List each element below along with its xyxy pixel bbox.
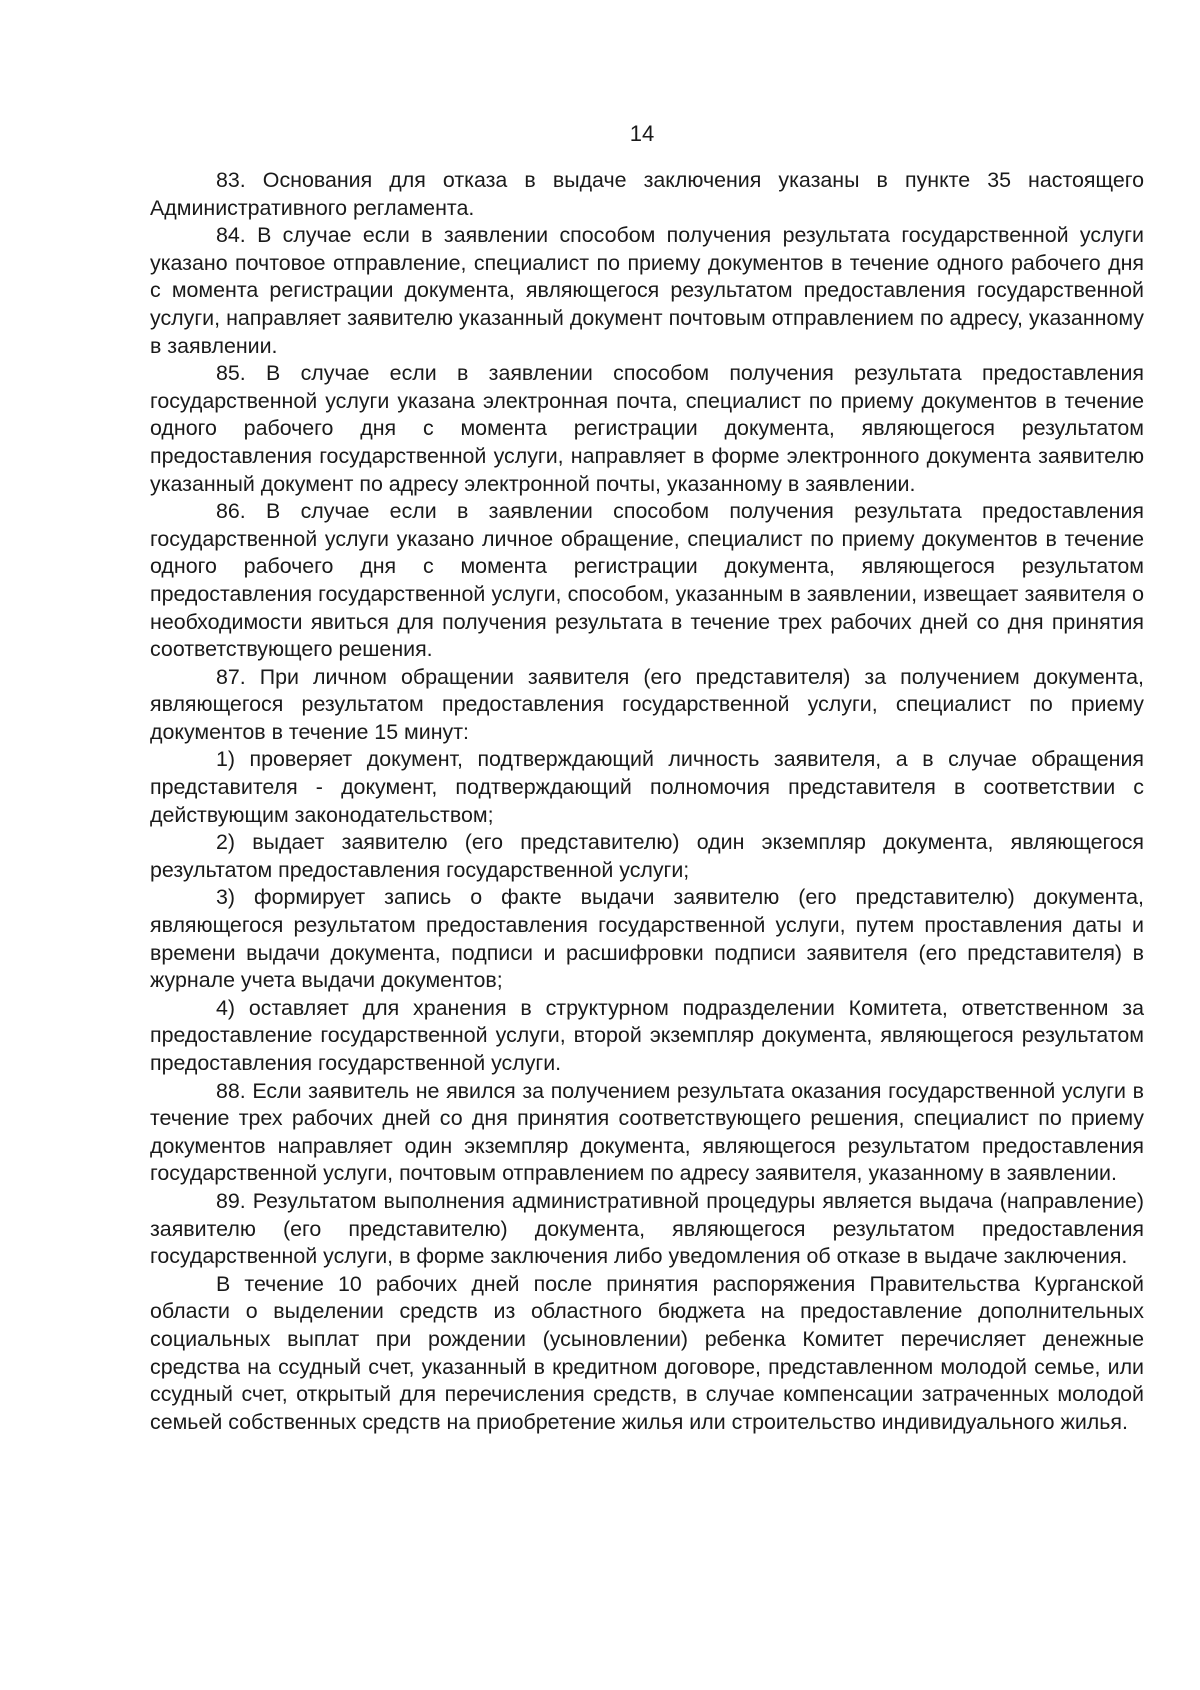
paragraph-83: 83. Основания для отказа в выдаче заключения указаны в пункте 35 настоящего Административного регламента.: [150, 168, 1144, 220]
document-body: [150, 167, 1144, 1436]
paragraph-payment-transfer: В течение 10 рабочих дней после принятия распоряжения Правительства Курганской области о выделении средств из областного бюджета на предоставление дополнительных социальных выплат при рождении (усыновлении) ребенка Комитет перечисляет денежные средства на ссудный счет, указанный в кредитном договоре, представленном молодой семье, или ссудный счет, открытый для перечисления средств, в случае компенсации затраченных молодой семьей собственных средств на приобретение жилья или строительство индивидуального жилья.: [150, 1271, 1144, 1434]
paragraph-84: 84. В случае если в заявлении способом получения результата государственной услуги указано почтовое отправление, специалист по приему документов в течение одного рабочего дня с момента регистрации документа, являющегося результатом предоставления государственной услуги, направляет заявителю указанный документ почтовым отправлением по адресу, указанному в заявлении.: [150, 223, 1144, 358]
list-item-87-2: 2) выдает заявителю (его представителю) один экземпляр документа, являющегося результатом предоставления государственной услуги;: [150, 830, 1144, 882]
list-item-87-1: 1) проверяет документ, подтверждающий личность заявителя, а в случае обращения представителя - документ, подтверждающий полномочия представителя в соответствии с действующим законодательством;: [150, 747, 1144, 827]
paragraph-89: 89. Результатом выполнения административной процедуры является выдача (направление) заявителю (его представителю) документа, являющегося результатом предоставления государственной услуги, в форме заключения либо уведомления об отказе в выдаче заключения.: [150, 1188, 1144, 1269]
list-item-87-3: 3) формирует запись о факте выдачи заявителю (его представителю) документа, являющегося результатом предоставления государственной услуги, путем проставления даты и времени выдачи документа, подписи и расшифровки подписи заявителя (его представителя) в журнале учета выдачи документов;: [150, 885, 1144, 993]
list-item-87-4: 4) оставляет для хранения в структурном подразделении Комитета, ответственном за предоставление государственной услуги, второй экземпляр документа, являющегося результатом предоставления государственной услуги.: [150, 995, 1144, 1075]
page-number: 14: [629, 121, 655, 146]
paragraph-85: 85. В случае если в заявлении способом получения результата предоставления государственной услуги указана электронная почта, специалист по приему документов в течение одного рабочего дня с момента регистрации документа, являющегося результатом предоставления государственной услуги, направляет в форме электронного документа заявителю указанный документ по адресу электронной почты, указанному в заявлении.: [150, 361, 1144, 496]
paragraph-86: 86. В случае если в заявлении способом получения результата предоставления государственной услуги указано личное обращение, специалист по приему документов в течение одного рабочего дня с момента регистрации документа, являющегося результатом предоставления государственной услуги, способом, указанным в заявлении, извещает заявителя о необходимости явиться для получения результата в течение трех рабочих дней со дня принятия соответствующего решения.: [150, 499, 1144, 662]
paragraph-87: 87. При личном обращении заявителя (его представителя) за получением документа, являющегося результатом предоставления государственной услуги, специалист по приему документов в течение 15 минут:: [150, 664, 1144, 744]
paragraph-88: 88. Если заявитель не явился за получением результата оказания государственной услуги в течение трех рабочих дней со дня принятия соответствующего решения, специалист по приему документов направляет один экземпляр документа, являющегося результатом предоставления государственной услуги, почтовым отправлением по адресу заявителя, указанному в заявлении.: [150, 1078, 1144, 1186]
